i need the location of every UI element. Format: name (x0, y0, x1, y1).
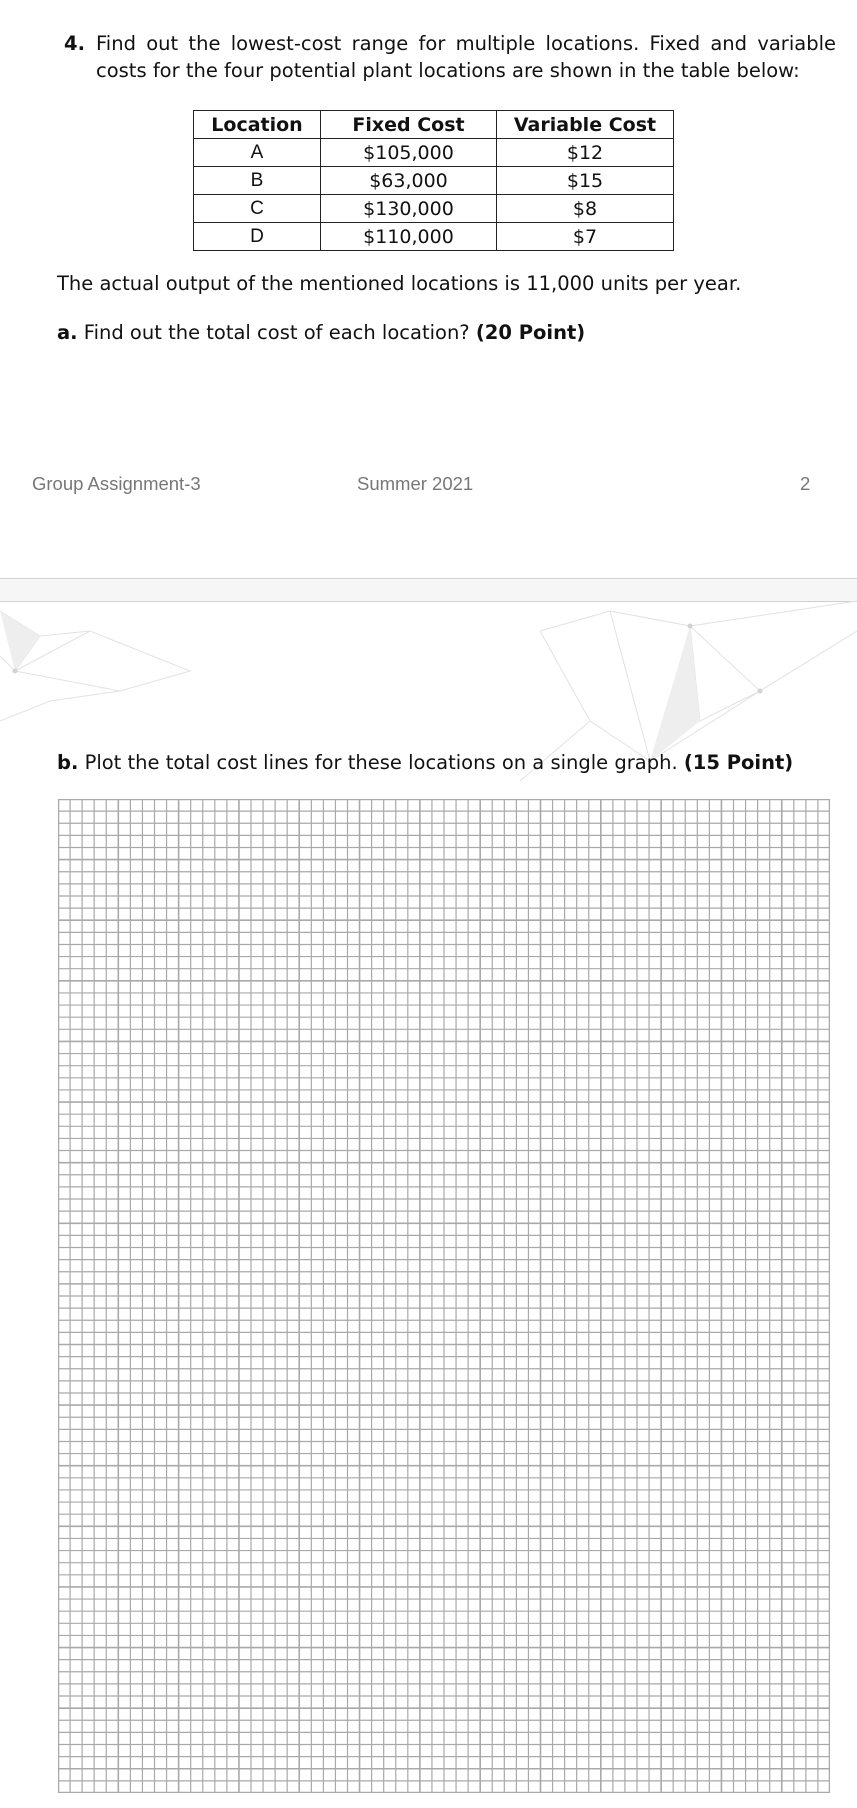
table-row (194, 195, 674, 223)
location-cell: B (194, 167, 321, 195)
table-row (194, 167, 674, 195)
fixed-cost-cell: $110,000 (321, 223, 497, 251)
part-a-label: a. (57, 321, 78, 344)
part-b-label: b. (57, 751, 79, 774)
location-cell: C (194, 195, 321, 223)
footer-assignment-name: Group Assignment-3 (32, 473, 201, 494)
fixed-cost-cell: $63,000 (321, 167, 497, 195)
part-b-text: Plot the total cost lines for these locations on a single graph. (84, 751, 678, 774)
fixed-cost-cell: $130,000 (321, 195, 497, 223)
variable-cost-cell: $15 (497, 167, 674, 195)
graph-paper[interactable] (58, 799, 830, 1793)
annual-output-statement: The actual output of the mentioned locations is 11,000 units per year. (57, 272, 742, 295)
fixed-cost-cell: $105,000 (321, 139, 497, 167)
table-row (194, 223, 674, 251)
table-header-row (194, 111, 674, 139)
header-location: Location (194, 111, 321, 139)
question-4 (64, 30, 836, 84)
location-cell: A (194, 139, 321, 167)
question-number: 4. (64, 32, 85, 55)
question-text: Find out the lowest-cost range for multiple locations. Fixed and variable costs for the four potential plant locations are shown in the table below: (96, 32, 836, 82)
part-b-points: (15 Point) (683, 751, 794, 774)
header-fixed-cost: Fixed Cost (321, 111, 497, 139)
location-cell: D (194, 223, 321, 251)
footer-page-number: 2 (800, 473, 811, 494)
part-a-question (57, 321, 585, 344)
variable-cost-cell: $12 (497, 139, 674, 167)
variable-cost-cell: $7 (497, 223, 674, 251)
variable-cost-cell: $8 (497, 195, 674, 223)
page-break (0, 578, 857, 602)
part-a-text: Find out the total cost of each location? (83, 321, 470, 344)
cost-table (193, 110, 674, 251)
table-row (194, 139, 674, 167)
footer-term: Summer 2021 (357, 473, 474, 494)
part-a-points: (20 Point) (475, 321, 586, 344)
header-variable-cost: Variable Cost (497, 111, 674, 139)
part-b-question (57, 751, 793, 774)
